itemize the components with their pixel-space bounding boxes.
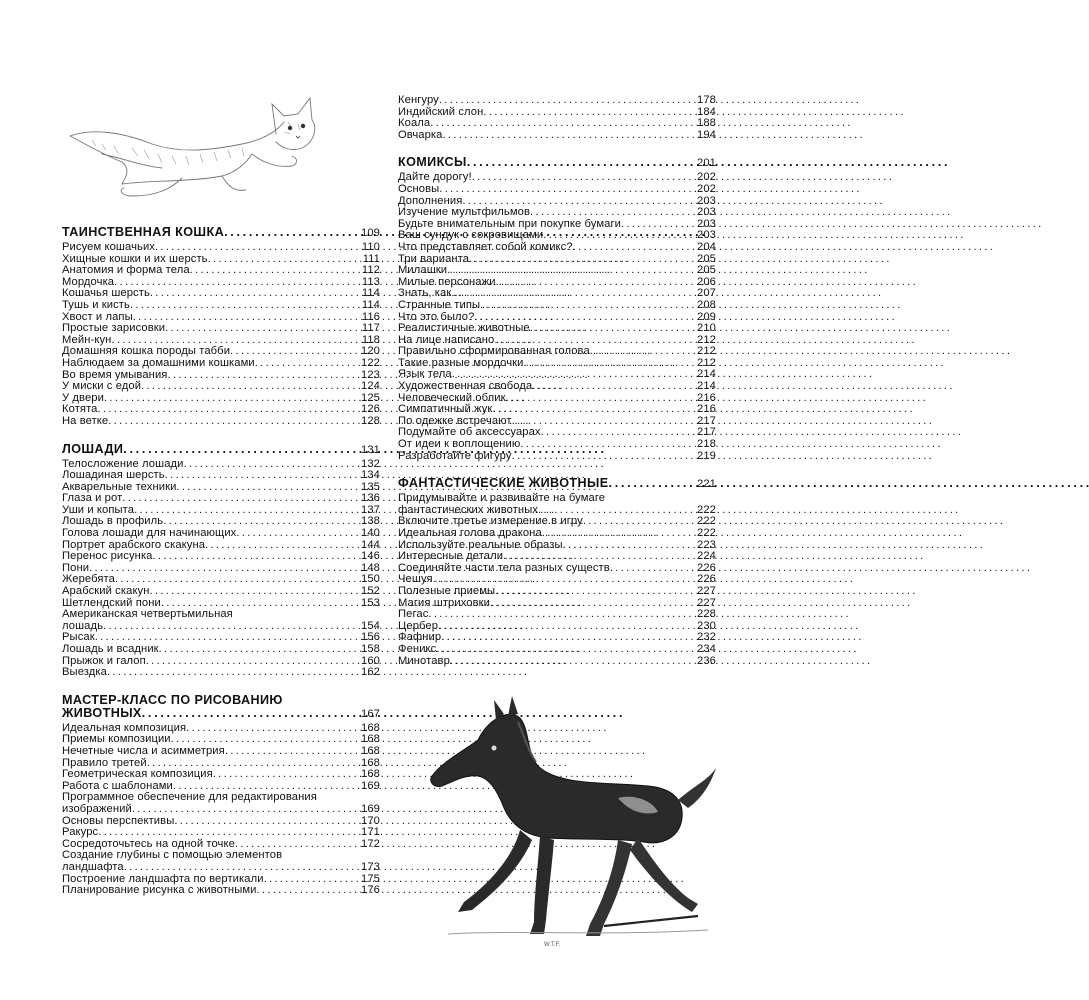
toc-entry[interactable]: Пегас . . . 228 bbox=[398, 609, 716, 621]
cat-illustration bbox=[62, 92, 352, 202]
toc-entry[interactable]: Наблюдаем за домашними кошками . . . 122 bbox=[62, 358, 380, 370]
toc-entry[interactable]: Тушь и кисть . . . 114 bbox=[62, 300, 380, 312]
toc-entry[interactable]: Цербер . . . 230 bbox=[398, 621, 716, 633]
toc-entry[interactable]: Сосредоточьтесь на одной точке . . . 172 bbox=[62, 839, 380, 851]
toc-entry[interactable]: Жеребята . . . 150 bbox=[62, 574, 380, 586]
toc-entry[interactable]: Соединяйте части тела разных существ . . . 226 bbox=[398, 563, 716, 575]
toc-entry[interactable]: Интересные детали . . . 224 bbox=[398, 551, 716, 563]
toc-entry[interactable]: Будьте внимательным при покупке бумаги . . . 203 bbox=[398, 219, 716, 231]
toc-entry[interactable]: Выездка . . . 162 bbox=[62, 667, 380, 679]
toc-entry[interactable]: От идеи к воплощению . . . 218 bbox=[398, 439, 716, 451]
toc-entry[interactable]: Хвост и лапы . . . 116 bbox=[62, 312, 380, 324]
toc-entry[interactable]: Портрет арабского скакуна . . . 144 bbox=[62, 540, 380, 552]
section-heading[interactable]: МАСТЕР-КЛАСС ПО РИСОВАНИЮ ЖИВОТНЫХ . . . 167 bbox=[62, 694, 380, 721]
toc-entry[interactable]: Индийский слон . . . 184 bbox=[398, 107, 716, 119]
toc-entry-multiline[interactable]: Программное обеспечение для редактирования изображений . . . 169 bbox=[62, 792, 380, 815]
toc-entry[interactable]: Что это было? . . . 209 bbox=[398, 312, 716, 324]
toc-section bbox=[62, 443, 380, 679]
toc-entry[interactable]: Человеческий облик . . . 216 bbox=[398, 393, 716, 405]
toc-entry[interactable]: Правильно сформированная голова . . . 212 bbox=[398, 346, 716, 358]
toc-entry[interactable]: Шетлендский пони . . . 153 bbox=[62, 598, 380, 610]
toc-entry[interactable]: Акварельные техники . . . 135 bbox=[62, 482, 380, 494]
toc-section bbox=[62, 226, 380, 428]
toc-entry[interactable]: Дайте дорогу! . . . 202 bbox=[398, 172, 716, 184]
toc-entry[interactable]: Кошачья шерсть . . . 114 bbox=[62, 288, 380, 300]
toc-entry[interactable]: У двери . . . 125 bbox=[62, 393, 380, 405]
toc-entry[interactable]: Коала . . . 188 bbox=[398, 118, 716, 130]
toc-entry[interactable]: Фафнир . . . 232 bbox=[398, 632, 716, 644]
toc-entry[interactable]: Художественная свобода . . . 214 bbox=[398, 381, 716, 393]
toc-entry[interactable]: Странные типы . . . 208 bbox=[398, 300, 716, 312]
toc-entry[interactable]: Телосложение лошади . . . 132 bbox=[62, 459, 380, 471]
toc-entry[interactable]: Во время умывания . . . 123 bbox=[62, 370, 380, 382]
toc-right-column bbox=[398, 95, 716, 682]
toc-entry[interactable]: Лошадиная шерсть . . . 134 bbox=[62, 470, 380, 482]
toc-entry[interactable]: Голова лошади для начинающих . . . 140 bbox=[62, 528, 380, 540]
toc-entry[interactable]: Три варианта . . . 205 bbox=[398, 254, 716, 266]
toc-entry[interactable]: Симпатичный жук . . . 216 bbox=[398, 404, 716, 416]
toc-entry[interactable]: Чешуя . . . 226 bbox=[398, 574, 716, 586]
toc-entry[interactable]: Мейн-кун . . . 118 bbox=[62, 335, 380, 347]
toc-entry[interactable]: Рысак . . . 156 bbox=[62, 632, 380, 644]
toc-entry[interactable]: Котята . . . 126 bbox=[62, 404, 380, 416]
toc-entry[interactable]: Дополнения . . . 203 bbox=[398, 196, 716, 208]
toc-entry[interactable]: На ветке . . . 128 bbox=[62, 416, 380, 428]
toc-entry[interactable]: Минотавр . . . 236 bbox=[398, 656, 716, 668]
toc-section bbox=[62, 694, 380, 897]
toc-entry[interactable]: Овчарка . . . 194 bbox=[398, 130, 716, 142]
toc-entry[interactable]: Идеальная композиция . . . 168 bbox=[62, 723, 380, 735]
foal-body bbox=[431, 714, 682, 842]
foal-illustration bbox=[408, 690, 720, 952]
toc-entry[interactable]: Полезные приемы . . . 227 bbox=[398, 586, 716, 598]
toc-entry[interactable]: Знать, как... . . . 207 bbox=[398, 288, 716, 300]
toc-entry[interactable]: Лошадь в профиль . . . 138 bbox=[62, 516, 380, 528]
toc-entry[interactable]: Прыжок и галоп . . . 160 bbox=[62, 656, 380, 668]
toc-entry[interactable]: По одежке встречают . . . 217 bbox=[398, 416, 716, 428]
toc-entry[interactable]: Феникс . . . 234 bbox=[398, 644, 716, 656]
toc-entry[interactable]: Милашки . . . 205 bbox=[398, 265, 716, 277]
toc-entry[interactable]: Реалистичные животные . . . 210 bbox=[398, 323, 716, 335]
toc-entry[interactable]: Такие разные мордочки . . . 212 bbox=[398, 358, 716, 370]
toc-entry[interactable]: Анатомия и форма тела . . . 112 bbox=[62, 265, 380, 277]
toc-entry[interactable]: Включите третье измерение в игру . . . 222 bbox=[398, 516, 716, 528]
toc-entry[interactable]: Арабский скакун . . . 152 bbox=[62, 586, 380, 598]
toc-entry[interactable]: Ракурс . . . 171 bbox=[62, 827, 380, 839]
toc-entry-multiline[interactable]: Создание глубины с помощью элементов ландшафта . . . 173 bbox=[62, 850, 380, 873]
section-heading[interactable]: ФАНТАСТИЧЕСКИЕ ЖИВОТНЫЕ . . . 221 bbox=[398, 477, 716, 491]
toc-entry[interactable]: Построение ландшафта по вертикали . . . 175 bbox=[62, 874, 380, 886]
toc-entry[interactable]: Подумайте об аксессуарах . . . 217 bbox=[398, 427, 716, 439]
toc-entry[interactable]: Хищные кошки и их шерсть . . . 111 bbox=[62, 254, 380, 266]
toc-entry[interactable]: Мордочка . . . 113 bbox=[62, 277, 380, 289]
toc-entry[interactable]: Планирование рисунка с животными . . . 176 bbox=[62, 885, 380, 897]
toc-entry[interactable]: У миски с едой . . . 124 bbox=[62, 381, 380, 393]
toc-entry[interactable]: Магия штриховки . . . 227 bbox=[398, 598, 716, 610]
toc-entry[interactable]: Ваш сундук с сокровищами . . . 203 bbox=[398, 230, 716, 242]
toc-entry-multiline[interactable]: Американская четвертьмильная лошадь . . . 154 bbox=[62, 609, 380, 632]
toc-entry[interactable]: Используйте реальные образы . . . 223 bbox=[398, 540, 716, 552]
toc-section bbox=[398, 95, 716, 141]
toc-entry[interactable]: Геометрическая композиция . . . 168 bbox=[62, 769, 380, 781]
toc-entry[interactable]: Простые зарисовки . . . 117 bbox=[62, 323, 380, 335]
section-heading[interactable]: ТАИНСТВЕННАЯ КОШКА . . . 109 bbox=[62, 226, 380, 240]
toc-left-column bbox=[62, 226, 380, 912]
toc-entry[interactable]: Разработайте фигуру . . . 219 bbox=[398, 451, 716, 463]
toc-entry[interactable]: Милые персонажи . . . 206 bbox=[398, 277, 716, 289]
toc-entry[interactable]: Лошадь и всадник . . . 158 bbox=[62, 644, 380, 656]
toc-entry-multiline[interactable]: Придумывайте и развивайте на бумаге фантастических животных . . . 222 bbox=[398, 493, 716, 516]
toc-entry[interactable]: Идеальная голова дракона . . . 222 bbox=[398, 528, 716, 540]
toc-entry[interactable]: Глаза и рот . . . 136 bbox=[62, 493, 380, 505]
toc-entry[interactable]: Приемы композиции . . . 168 bbox=[62, 734, 380, 746]
toc-entry[interactable]: Изучение мультфильмов . . . 203 bbox=[398, 207, 716, 219]
toc-entry[interactable]: Нечетные числа и асимметрия . . . 168 bbox=[62, 746, 380, 758]
toc-section bbox=[398, 156, 716, 462]
toc-entry[interactable]: Основы перспективы . . . 170 bbox=[62, 816, 380, 828]
toc-entry[interactable]: На лице написано . . . 212 bbox=[398, 335, 716, 347]
toc-entry[interactable]: Правило третей . . . 168 bbox=[62, 758, 380, 770]
section-heading[interactable]: КОМИКСЫ . . . 201 bbox=[398, 156, 716, 170]
toc-entry[interactable]: Язык тела . . . 214 bbox=[398, 369, 716, 381]
section-heading[interactable]: ЛОШАДИ . . . 131 bbox=[62, 443, 380, 457]
toc-entry[interactable]: Основы . . . 202 bbox=[398, 184, 716, 196]
toc-entry[interactable]: Рисуем кошачьих . . . 110 bbox=[62, 242, 380, 254]
toc-entry[interactable]: Пони . . . 148 bbox=[62, 563, 380, 575]
toc-entry[interactable]: Кенгуру . . . 178 bbox=[398, 95, 716, 107]
artist-signature: W.T.F. bbox=[544, 942, 561, 948]
toc-entry[interactable]: Домашняя кошка породы табби . . . 120 bbox=[62, 346, 380, 358]
toc-entry[interactable]: Работа с шаблонами . . . 169 bbox=[62, 781, 380, 793]
toc-section bbox=[398, 477, 716, 667]
toc-entry[interactable]: Что представляет собой комикс? . . . 204 bbox=[398, 242, 716, 254]
toc-entry[interactable]: Уши и копыта . . . 137 bbox=[62, 505, 380, 517]
toc-entry[interactable]: Перенос рисунка . . . 146 bbox=[62, 551, 380, 563]
